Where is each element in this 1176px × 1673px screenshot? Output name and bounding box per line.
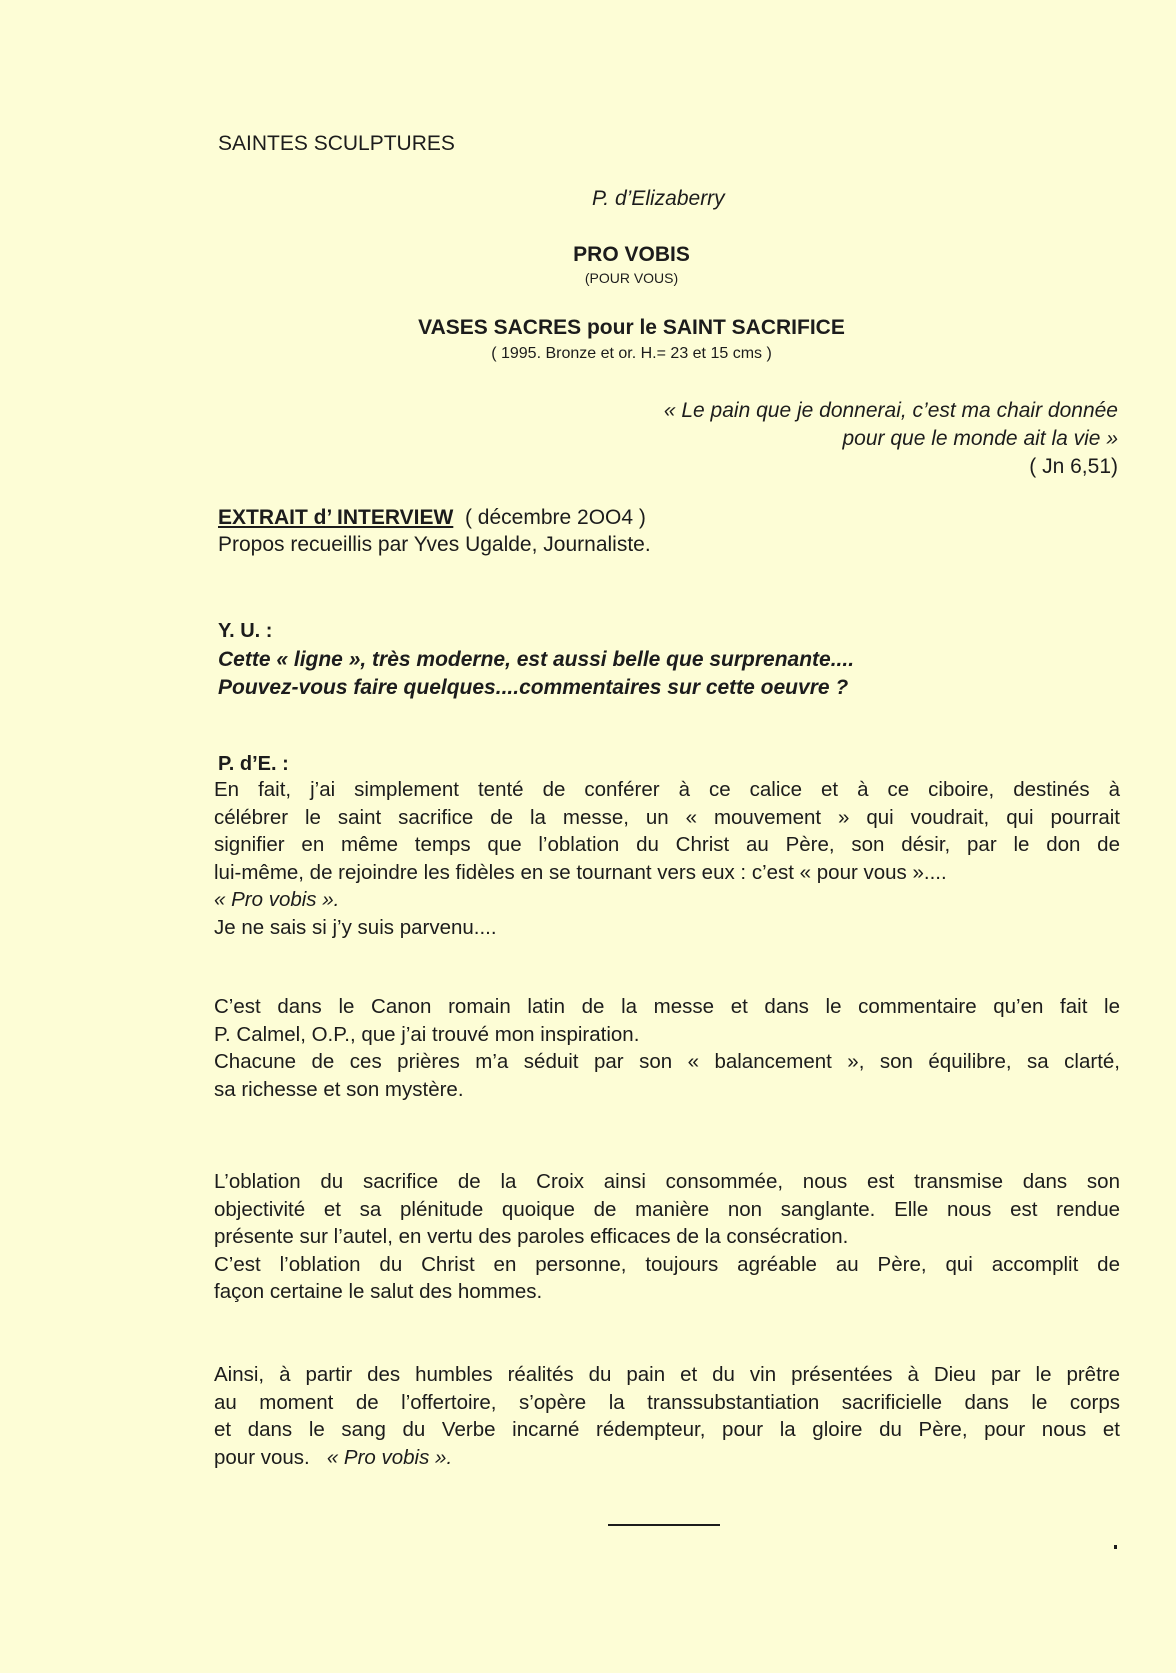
paragraph-line: P. Calmel, O.P., que j’ai trouvé mon inspiration. (214, 1022, 640, 1046)
vases-title: VASES SACRES pour le SAINT SACRIFICE (418, 316, 845, 339)
paragraph-line: au moment de l’offertoire, s’opère la transsubstantiation sacrificielle dans le corps (214, 1390, 1120, 1414)
question-line: Pouvez-vous faire quelques....commentaires sur cette oeuvre ? (218, 676, 849, 699)
paragraph-line: et dans le sang du Verbe incarné rédempteur, pour la gloire du Père, pour nous et (214, 1418, 1120, 1441)
paragraph-line: sa richesse et son mystère. (214, 1077, 464, 1101)
epigraph (664, 397, 1118, 481)
epigraph-line: « Le pain que je donnerai, c’est ma chair donnée (663, 399, 1118, 422)
paragraph-line: L’oblation du sacrifice de la Croix ainsi consommée, nous est transmise dans son (214, 1170, 1120, 1193)
scan-speck (1114, 1545, 1117, 1549)
paragraph-line: Ainsi, à partir des humbles réalités du pain et du vin présentées à Dieu par le prêtre (214, 1363, 1120, 1386)
paragraph-line: Chacune de ces prières m’a séduit par son « balancement », son équilibre, sa clarté, (214, 1050, 1120, 1073)
paragraph-line: objectivité et sa plénitude quoique de manière non sanglante. Elle nous est rendue (214, 1197, 1120, 1221)
answer-paragraph-3 (214, 1168, 1120, 1306)
interview-date: ( décembre 2OO4 ) (453, 506, 646, 529)
answer-paragraph-4 (214, 1361, 1120, 1471)
answer-speaker: P. d’E. : (218, 753, 289, 775)
paragraph-line: lui-même, de rejoindre les fidèles en se tournant vers eux : c’est « pour vous ».... (214, 860, 947, 884)
paragraph-line: signifier en même temps que l’oblation du Christ au Père, son désir, par le don de (214, 833, 1120, 856)
epigraph-reference: ( Jn 6,51) (1029, 455, 1118, 478)
interview-heading-title: EXTRAIT d’ INTERVIEW (218, 506, 454, 529)
answer-paragraph-1 (214, 776, 1120, 941)
pro-vobis-quote: « Pro vobis ». (326, 1445, 453, 1469)
vases-subtitle: ( 1995. Bronze et or. H.= 23 et 15 cms ) (491, 345, 772, 362)
author-name: P. d’Elizaberry (592, 187, 725, 210)
paragraph-line: célébrer le saint sacrifice de la messe, un « mouvement » qui voudrait, qui pourrait (214, 805, 1120, 829)
closing-divider (608, 1524, 720, 1526)
paragraph-last-line (214, 1444, 1120, 1472)
paragraph-line: Je ne sais si j’y suis parvenu.... (214, 915, 497, 939)
epigraph-line: pour que le monde ait la vie » (842, 427, 1118, 450)
paragraph-line: présente sur l’autel, en vertu des paroles efficaces de la consécration. (214, 1225, 849, 1248)
question-line: Cette « ligne », très moderne, est aussi belle que surprenante.... (218, 648, 855, 671)
paragraph-line: C’est dans le Canon romain latin de la messe et dans le commentaire qu’en fait le (214, 995, 1120, 1018)
interview-credit: Propos recueillis par Yves Ugalde, Journaliste. (218, 533, 651, 556)
pro-vobis-quote: « Pro vobis ». (214, 888, 340, 911)
question-speaker: Y. U. : (218, 620, 273, 642)
paragraph-line: C’est l’oblation du Christ en personne, toujours agréable au Père, qui accomplit de (214, 1252, 1120, 1276)
interview-heading (218, 506, 646, 530)
paragraph-text: pour vous. (214, 1445, 327, 1469)
paragraph-line: En fait, j’ai simplement tenté de conférer à ce calice et à ce ciboire, destinés à (214, 778, 1120, 801)
work-subtitle: (POUR VOUS) (584, 270, 679, 286)
series-title: SAINTES SCULPTURES (218, 132, 455, 155)
work-title: PRO VOBIS (573, 243, 690, 266)
question-text (218, 646, 854, 702)
answer-paragraph-2 (214, 993, 1120, 1103)
paragraph-line: façon certaine le salut des hommes. (214, 1280, 543, 1303)
